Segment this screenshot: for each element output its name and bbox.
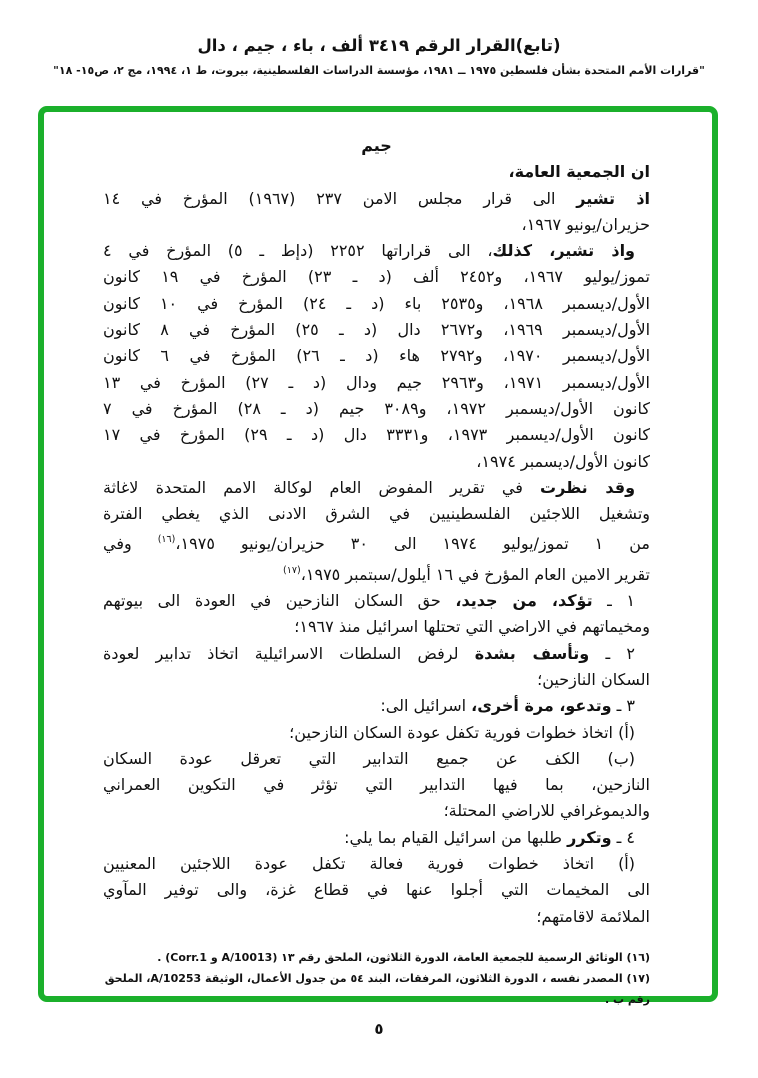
body-line (103, 370, 650, 396)
body-line (103, 614, 650, 640)
page-header (0, 36, 758, 77)
body-line (103, 422, 650, 448)
source-citation: "قرارات الأمم المتحدة بشأن فلسطين ١٩٧٥ ــ ١٩٨١، مؤسسة الدراسات الفلسطينية، بيروت، ط ١، ١٩٩٤، مج ٢، ص١٥- ١٨" (53, 64, 705, 77)
text-run: واذ تشير، كذلك (492, 241, 636, 261)
text-run: ان الجمعية العامة، (508, 162, 650, 182)
resolution-title: (تابع)القرار الرقم ٣٤١٩ ألف ، باء ، جيم ، دال (197, 36, 561, 55)
body-line (103, 825, 650, 851)
footnotes (103, 947, 650, 1010)
footnote-ref: (١٧) (283, 564, 301, 576)
text-run: (أ) اتخاذ خطوات فورية تكفل عودة السكان النازحين؛ (289, 722, 635, 742)
text-run: الى المخيمات التي أجلوا عنها في قطاع غزة، والى توفير المآوي (103, 880, 650, 900)
body-line (103, 527, 650, 557)
text-run: حزيران/يونيو ١٩٦٧، (521, 214, 650, 234)
text-run: النازحين، بما فيها التدابير التي تؤثر في التكوين العمراني (103, 775, 650, 795)
page-number: ٥ (374, 1020, 384, 1038)
body-line (103, 343, 650, 369)
body-line (103, 588, 650, 614)
text-run: كانون الأول/ديسمبر ١٩٧٤، (476, 451, 650, 471)
body-line (103, 317, 650, 343)
text-run: من ١ تموز/يوليو ١٩٧٤ الى ٣٠ حزيران/يونيو ١٩٧٥، (175, 534, 650, 554)
text-run: ومخيماتهم في الاراضي التي تحتلها اسرائيل منذ ١٩٦٧؛ (294, 617, 650, 637)
text-run: ٢ ـ (589, 643, 636, 663)
text-run: وفي (103, 534, 158, 554)
body-line (103, 501, 650, 527)
footnote-item: (١٦) الوثائق الرسمية للجمعية العامة، الدورة الثلاثون، الملحق رقم ١٣ (A/10013 و Corr.1) . (157, 950, 650, 964)
text-run: وتشغيل اللاجئين الفلسطينيين في الشرق الادنى الذي يغطي الفترة (103, 504, 650, 524)
text-run: وقد نظرت (540, 477, 636, 497)
text-run: وتأسف بشدة (474, 643, 590, 663)
text-run: لرفض السلطات الاسرائيلية اتخاذ تدابير لعودة (103, 643, 475, 663)
text-run: اسرائيل الى: (380, 696, 472, 716)
text-run: الأول/ديسمبر ١٩٦٩، و٢٦٧٢ دال (د ـ ٢٥) المؤرخ في ٨ كانون (103, 320, 651, 340)
body-line (103, 159, 650, 185)
footnote-item: (١٧) المصدر نفسه ، الدورة الثلاثون، المرفقات، البند ٥٤ من جدول الأعمال، الوثيقة A/10253، الملحق رقم ب . (104, 971, 650, 1006)
body-line (103, 772, 650, 798)
text-run: الأول/ديسمبر ١٩٦٨، و٢٥٣٥ باء (د ـ ٢٤) المؤرخ في ١٠ كانون (103, 293, 650, 313)
text-run: في تقرير المفوض العام لوكالة الامم المتحدة لاغاثة (103, 477, 541, 497)
body-line (103, 904, 650, 930)
body-line (103, 720, 650, 746)
body-line (103, 877, 650, 903)
text-run: والديموغرافي للاراضي المحتلة؛ (443, 801, 650, 821)
body-line (103, 641, 650, 667)
body-line (103, 396, 650, 422)
body-line (103, 558, 650, 588)
text-run: كانون الأول/ديسمبر ١٩٧٣، و٣٣٣١ دال (د ـ ٢٩) المؤرخ في ١٧ (103, 425, 651, 445)
text-run: (ب) الكف عن جميع التدابير التي تعرقل عودة السكان (103, 748, 635, 768)
body-line (103, 291, 650, 317)
text-run: السكان النازحين؛ (537, 669, 650, 689)
text-run: وتدعو، مرة أخرى، (471, 696, 612, 716)
text-run: الأول/ديسمبر ١٩٧١، و٢٩٦٣ جيم ودال (د ـ ٢٧) المؤرخ في ١٣ (103, 372, 651, 392)
body-line (103, 746, 650, 772)
text-run: حق السكان النازحين في العودة الى بيوتهم (103, 591, 456, 611)
body-line (103, 798, 650, 824)
text-run: الى قرار مجلس الامن ٢٣٧ (١٩٦٧) المؤرخ في ١٤ (103, 188, 577, 208)
text-run: تموز/يوليو ١٩٦٧، و٢٤٥٢ ألف (د ـ ٢٣) المؤرخ في ١٩ كانون (103, 267, 651, 287)
body-line (103, 851, 650, 877)
body-line (103, 667, 650, 693)
body-line (103, 212, 650, 238)
text-run: طلبها من اسرائيل القيام بما يلي: (344, 827, 568, 847)
body-line (103, 264, 650, 290)
body-line (103, 475, 650, 501)
body-line (103, 693, 650, 719)
text-run: ١ ـ (592, 591, 636, 611)
section-heading: جيم (361, 136, 392, 155)
text-run: تقرير الامين العام المؤرخ في ١٦ أيلول/سبتمبر ١٩٧٥، (300, 564, 650, 584)
text-run: وتكرر (567, 827, 612, 847)
text-run: (أ) اتخاذ خطوات فورية فعالة تكفل عودة اللاجئين المعنيين (103, 854, 635, 874)
text-run: تؤكد، من جديد، (455, 591, 593, 611)
text-run: الملائمة لاقامتهم؛ (536, 906, 650, 926)
footnote-ref: (١٦) (157, 534, 176, 546)
body-line (103, 238, 650, 264)
green-border-box (38, 106, 718, 1006)
text-run: اذ تشير (576, 188, 651, 208)
text-run: كانون الأول/ديسمبر ١٩٧٢، و٣٠٨٩ جيم (د ـ ٢٨) المؤرخ في ٧ (103, 398, 650, 418)
text-run: ٣ ـ (611, 696, 635, 716)
text-run: ٤ ـ (611, 827, 635, 847)
text-run: الأول/ديسمبر ١٩٧٠، و٢٧٩٢ هاء (د ـ ٢٦) المؤرخ في ٦ كانون (103, 346, 651, 366)
body-line (103, 186, 650, 212)
text-run: ، الى قراراتها ٢٢٥٢ (دإط ـ ٥) المؤرخ في ٤ (103, 241, 493, 261)
document-body (103, 159, 650, 930)
body-line (103, 449, 650, 475)
